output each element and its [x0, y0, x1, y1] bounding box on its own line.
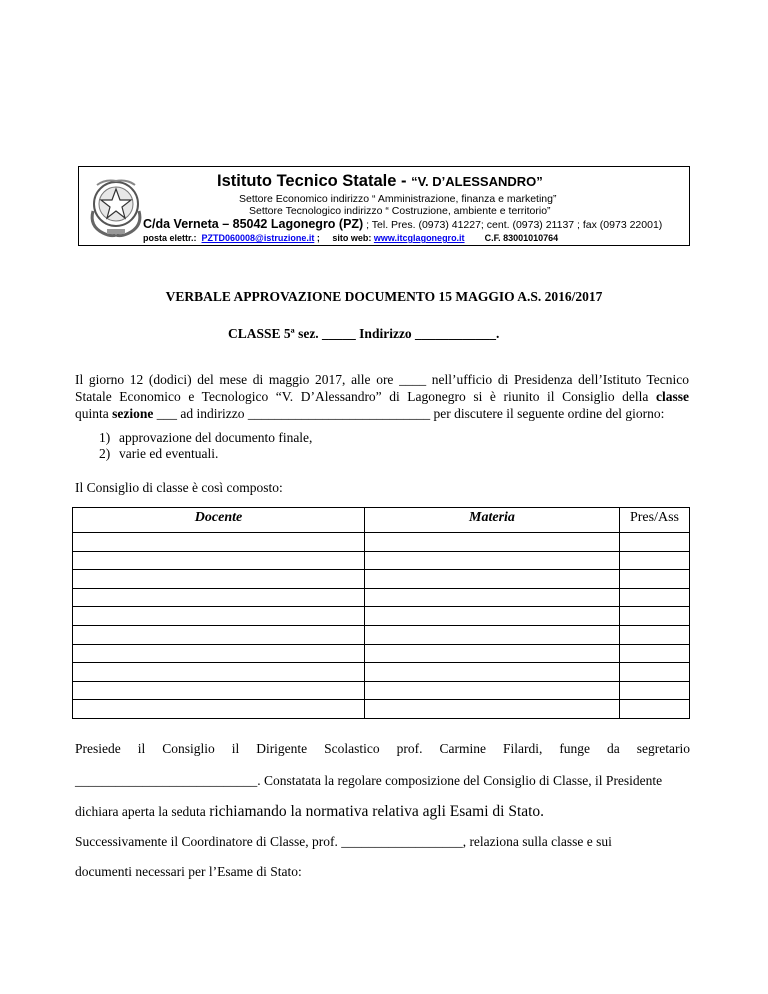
table-row — [73, 700, 690, 719]
pres-ass-cell[interactable] — [620, 588, 690, 607]
sector-economic: Settore Economico indirizzo “ Amministrazione, finanza e marketing” — [239, 193, 557, 205]
letterhead — [78, 166, 690, 246]
materia-cell[interactable] — [365, 533, 620, 552]
intro-line-3: quinta sezione ___ ad indirizzo ___________________________ per discutere il seguente ordine del giorno: — [75, 406, 665, 421]
materia-cell[interactable] — [365, 607, 620, 626]
materia-cell[interactable] — [365, 681, 620, 700]
materia-cell[interactable] — [365, 570, 620, 589]
column-header-materia: Materia — [365, 508, 620, 533]
pres-ass-cell[interactable] — [620, 570, 690, 589]
docente-cell[interactable] — [73, 681, 365, 700]
table-row — [73, 570, 690, 589]
materia-cell[interactable] — [365, 700, 620, 719]
docente-cell[interactable] — [73, 551, 365, 570]
pres-ass-cell[interactable] — [620, 644, 690, 663]
docente-cell[interactable] — [73, 700, 365, 719]
materia-cell[interactable] — [365, 644, 620, 663]
pres-ass-cell[interactable] — [620, 663, 690, 682]
column-header-pres-ass: Pres/Ass — [620, 508, 690, 533]
council-table — [72, 507, 690, 719]
intro-line-2: Statale Economico e Tecnologico “V. D’Alessandro” di Lagonegro si è riunito il Consiglio della classe — [75, 389, 689, 404]
table-row — [73, 551, 690, 570]
italian-republic-emblem-icon — [85, 171, 147, 241]
session-open-line: dichiara aperta la seduta richiamando la normativa relativa agli Esami di Stato. — [75, 803, 545, 820]
coordinator-line: Successivamente il Coordinatore di Classe, prof. __________________, relaziona sulla classe e sui — [75, 834, 612, 849]
sector-technological: Settore Tecnologico indirizzo “ Costruzione, ambiente e territorio” — [249, 205, 551, 217]
docente-cell[interactable] — [73, 570, 365, 589]
docente-cell[interactable] — [73, 625, 365, 644]
secretary-line: ___________________________. Constatata la regolare composizione del Consiglio di Classe, il Presidente — [75, 773, 663, 788]
presiede-line: Presiede il Consiglio il Dirigente Scolastico prof. Carmine Filardi, funge da segretario — [75, 741, 690, 756]
intro-line-1: Il giorno 12 (dodici) del mese di maggio 2017, alle ore ____ nell’ufficio di Presidenza dell’Istituto Tecnico — [75, 372, 689, 387]
table-row — [73, 607, 690, 626]
documents-line: documenti necessari per l’Esame di Stato: — [75, 864, 302, 879]
table-header-row — [73, 508, 690, 533]
council-composition-label: Il Consiglio di classe è così composto: — [75, 480, 283, 495]
agenda-list — [99, 430, 312, 462]
materia-cell[interactable] — [365, 551, 620, 570]
table-row — [73, 625, 690, 644]
materia-cell[interactable] — [365, 625, 620, 644]
pres-ass-cell[interactable] — [620, 533, 690, 552]
institute-contacts: posta elettr.: PZTD060008@istruzione.it ; sito web: www.itcglagonegro.it C.F. 83001010764 — [143, 233, 559, 243]
fiscal-code: C.F. 83001010764 — [484, 233, 559, 243]
list-item: 1) approvazione del documento finale, — [99, 430, 313, 445]
institute-title: Istituto Tecnico Statale - “V. D’ALESSANDRO” — [217, 172, 543, 190]
docente-cell[interactable] — [73, 644, 365, 663]
docente-cell[interactable] — [73, 663, 365, 682]
pres-ass-cell[interactable] — [620, 681, 690, 700]
table-row — [73, 663, 690, 682]
table-row — [73, 644, 690, 663]
institute-address: C/da Verneta – 85042 Lagonegro (PZ) ; Tel. Pres. (0973) 41227; cent. (0973) 21137 ; fax (0973 22001) — [143, 217, 663, 231]
email-link[interactable]: PZTD060008@istruzione.it — [201, 233, 315, 243]
intro-paragraph — [75, 371, 689, 422]
docente-cell[interactable] — [73, 607, 365, 626]
document-title: VERBALE APPROVAZIONE DOCUMENTO 15 MAGGIO A.S. 2016/2017 — [165, 289, 603, 304]
table-row — [73, 533, 690, 552]
materia-cell[interactable] — [365, 588, 620, 607]
docente-cell[interactable] — [73, 533, 365, 552]
pres-ass-cell[interactable] — [620, 625, 690, 644]
website-link[interactable]: www.itcglagonegro.it — [373, 233, 465, 243]
table-row — [73, 588, 690, 607]
pres-ass-cell[interactable] — [620, 607, 690, 626]
list-item: 2) varie ed eventuali. — [99, 446, 219, 461]
table-row — [73, 681, 690, 700]
class-line: CLASSE 5ª sez. _____ Indirizzo ____________. — [228, 326, 500, 341]
docente-cell[interactable] — [73, 588, 365, 607]
materia-cell[interactable] — [365, 663, 620, 682]
pres-ass-cell[interactable] — [620, 551, 690, 570]
pres-ass-cell[interactable] — [620, 700, 690, 719]
column-header-docente: Docente — [73, 508, 365, 533]
